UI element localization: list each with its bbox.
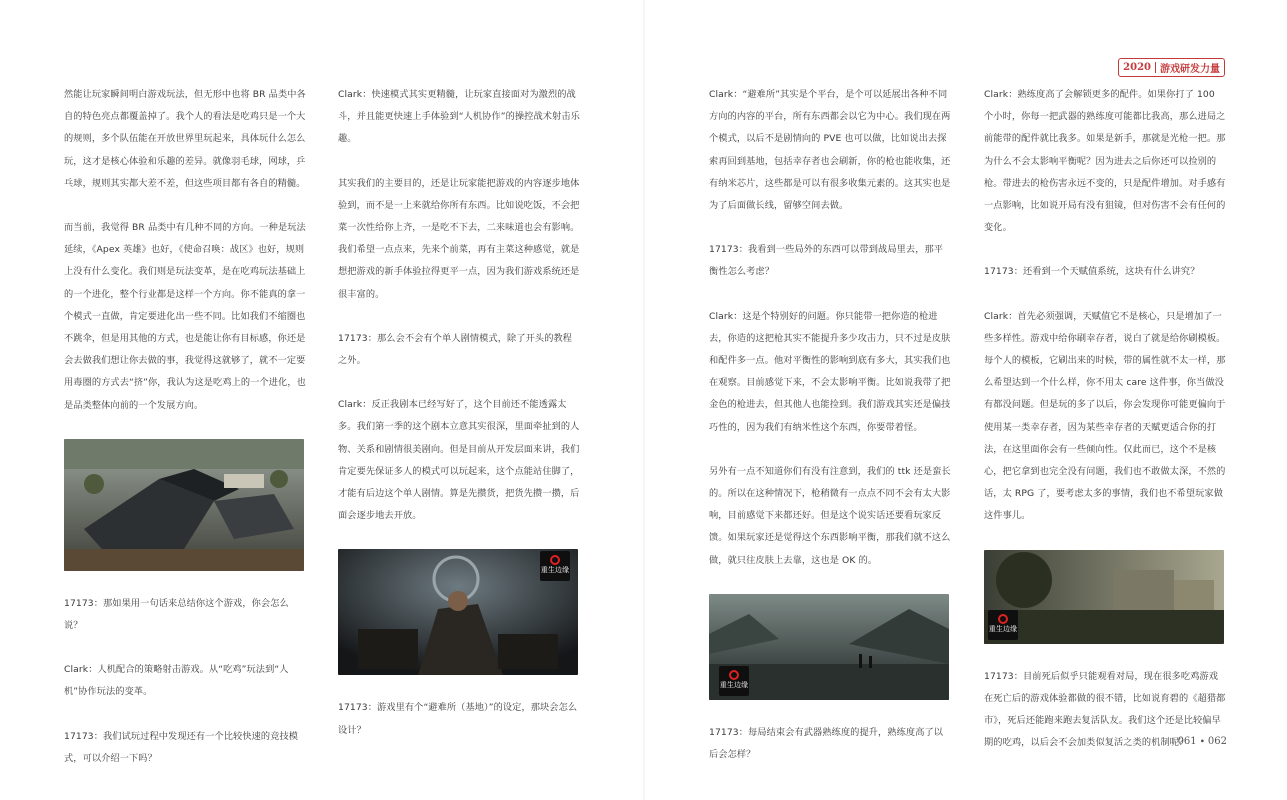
paragraph: 然能让玩家瞬间明白游戏玩法，但无形中也将 BR 品类中各自的特色亮点都覆盖掉了。我个人的看法是吃鸡只是一个大的规则，多个队伍能在开放世界里玩起来，具体玩什么怎么玩，这才是核心体验和乐趣的差异。就像羽毛球，网球，乒乓球，规则其实都大差不差，但这些项目都有各自的精髓。	[64, 89, 306, 189]
photo-ruins-scene	[984, 550, 1224, 644]
paragraph: 17173：我看到一些局外的东西可以带到战局里去，那平衡性怎么考虑？	[709, 244, 944, 278]
paragraph: Clark：人机配合的策略射击游戏。从“吃鸡”玩法到“人机”协作玩法的变革。	[64, 664, 289, 698]
paragraph: 17173：还看到一个天赋值系统，这块有什么讲究？	[984, 266, 1200, 278]
paragraph: 17173：我们试玩过程中发现还有一个比较快速的竞技模式，可以介绍一下吗？	[64, 730, 299, 764]
photo-base-aerial	[64, 439, 304, 571]
paragraph: 17173：那如果用一句话来总结你这个游戏，你会怎么说？	[64, 597, 289, 632]
column-1	[64, 84, 306, 792]
column-2	[338, 84, 580, 764]
column-4	[984, 84, 1226, 776]
page-numbers: 061 ∙ 062	[1177, 736, 1227, 747]
paragraph: Clark：反正我剧本已经写好了，这个目前还不能透露太多。我们第一季的这个剧本立意其实很深，里面牵扯到的人物、关系和剧情很美剧向。但是目前从开发层面来讲，我们肯定要先保证多人的模式可以玩起来，这个点能站住脚了，才能有后边这个单人剧情。算是先攒货，把货先攒一攒，后面会逐步地去开放。	[338, 399, 580, 522]
paragraph: Clark：快速模式其实更精髓，让玩家直接面对为激烈的战斗，并且能更快速上手体验到“人机协作”的操控战术射击乐趣。	[338, 89, 580, 145]
paragraph: 17173：目前死后似乎只能观看对局，现在很多吃鸡游戏在死亡后的游戏体验都做的很不错，比如说育碧的《超猎都市》，死后还能跑来跑去复活队友。我们这个还是比较偏早期的吃鸡，以后会不会加类似复活之类的机制呢？	[984, 670, 1226, 749]
paragraph: 其实我们的主要目的，还是让玩家能把游戏的内容逐步地体验到，而不是一上来就给你所有东西。比如说吃饭，不会把菜一次性给你上齐，一是吃不下去，二来味道也会有影响。我们希望一点点来，先来个前菜，再有主菜这种感觉，就是想把游戏的新手体验拉得更平一点，因为我们游戏系统还是很丰富的。	[338, 177, 580, 300]
badge-divider	[1155, 62, 1156, 73]
paragraph: 另外有一点不知道你们有没有注意到，我们的 ttk 还是蛮长的。所以在这种情况下，枪稍微有一点点不同不会有太大影响，目前感觉下来都还好。但是这个说实话还要看玩家反馈。如果玩家还是觉得这个东西影响平衡，那我们就不这么做，就只往皮肤上去靠，这也是 OK 的。	[709, 465, 951, 566]
game-logo: 重生边缘	[719, 666, 749, 696]
paragraph: 17173：游戏里有个“避难所（基地）”的设定，那块会怎么设计？	[338, 702, 578, 736]
section-badge	[1118, 58, 1225, 77]
column-3	[709, 84, 951, 788]
badge-year: 2020	[1123, 62, 1151, 73]
paragraph: Clark：首先必须强调，天赋值它不是核心，只是增加了一些多样性。游戏中给你刷幸存者，说白了就是给你刷模板。每个人的模板，它刷出来的时候，带的属性就不太一样，那么希望达到一个什么样，你不用太 care 这件事，你当做没有都没问题。但是玩的多了以后，你会发现你可能更偏向于使用某一类幸存者，因为某些幸存者的天赋更适合你的打法，在这里面你会有一些倾向性。仅此而已，这个不是核心，把它拿到也完全没有问题，我们也不敢做太深，不然的话，太 RPG 了，要考虑太多的事情，我们也不希望玩家做这件事儿。	[984, 310, 1226, 522]
page-gutter	[643, 0, 645, 800]
paragraph: Clark：熟练度高了会解锁更多的配件。如果你打了 100 个小时，你每一把武器的熟练度可能都比我高，那么进局之前能带的配件就比我多。如果是新手，那就是光枪一把。那为什么不会太影响平衡呢？因为进去之后你还可以捡别的枪。带进去的枪伤害永远不变的，只是配件增加。对手感有一点影响，比如说开局有没有狙镜，但对伤害不会有任何的变化。	[984, 89, 1226, 234]
paragraph: 17173：那么会不会有个单人剧情模式，除了开头的教程之外。	[338, 332, 573, 367]
badge-title: 游戏研发力量	[1160, 64, 1220, 75]
paragraph: Clark：这是个特别好的问题。你只能带一把你造的枪进去，你造的这把枪其实不能提升多少攻击力，只不过是皮肤和配件多一点。他对平衡性的影响到底有多大，其实我们也在观察。目前感觉下来，不会太影响平衡。比如说我带了把金色的枪进去，但其他人也能捡到。我们游戏其实还是偏技巧性的，因为我们有纳米性这个东西，你要带着怪。	[709, 310, 951, 433]
game-logo: 重生边缘	[988, 610, 1018, 640]
paragraph: 而当前，我觉得 BR 品类中有几种不同的方向。一种是玩法延续，《Apex 英雄》也好，《使命召唤：战区》也好，规则上没有什么变化。我们则是玩法变革，是在吃鸡玩法基础上的一个进化，整个行业都是这样一个方向。你不能真的拿一个模式一直做，肯定要进化出一些不同。比如我们不缩圈也不跳伞，但是用其他的方式，也是能让你有目标感，你还是会去做我们想让你去做的事，我觉得这就够了，就不一定要用毒圈的方式去“挤”你，我认为这是吃鸡上的一个进化，也是品类整体向前的一个发展方向。	[64, 222, 306, 411]
game-logo: 重生边缘	[540, 551, 570, 581]
paragraph: 17173：每局结束会有武器熟练度的提升，熟练度高了以后会怎样？	[709, 726, 944, 761]
photo-character-scene	[338, 549, 578, 675]
photo-landscape-scene	[709, 594, 949, 700]
paragraph: Clark：“避难所”其实是个平台，是个可以延展出各种不同方向的内容的平台，所有东西都会以它为中心。我们现在两个模式，以后不是剧情向的 PVE 也可以做，比如说出去探索再回到基地，包括幸存者也会刷新，你的枪也能收集，还有纳米芯片，这些都是可以有很多收集元素的。这其实也是为了后面做长线，留够空间去做。	[709, 89, 951, 212]
